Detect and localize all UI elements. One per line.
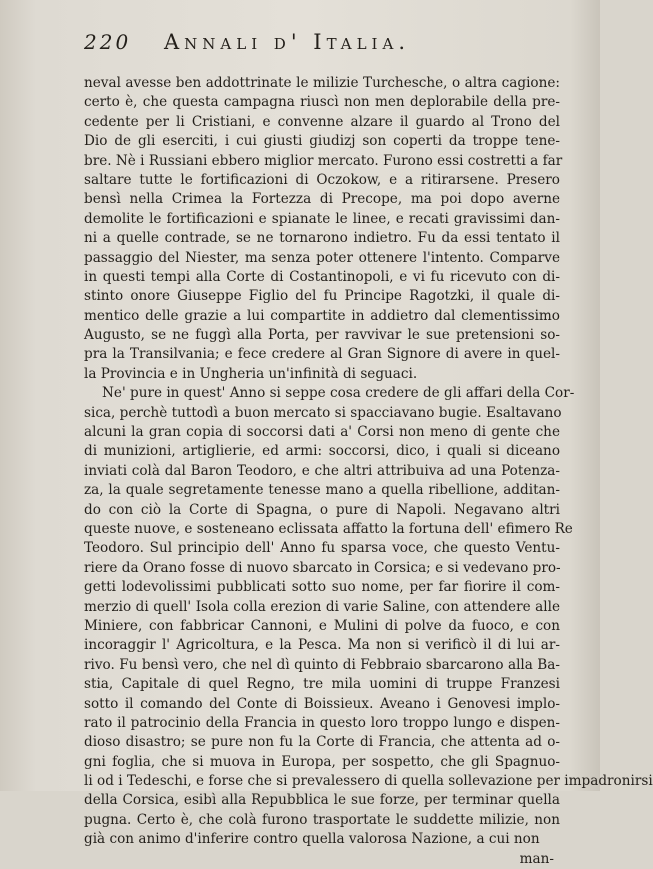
text-line: rivo. Fu bensì vero, che nel dì quinto di Febbraio sbarcarono alla Ba-	[84, 656, 560, 673]
text-line: demolite le fortificazioni e spianate le linee, e recati gravissimi dan-	[84, 210, 560, 227]
text-line: pra la Transilvania; e fece credere al Gran Signore di avere in quel-	[84, 346, 560, 363]
text-line: gni foglia, che si muova in Europa, per sospetto, che gli Spagnuo-	[84, 753, 560, 770]
text-line: la Provincia e in Ungheria un'infinità di seguaci.	[84, 365, 418, 382]
text-line: stinto onore Giuseppe Figlio del fu Principe Ragotzki, il quale di-	[84, 288, 560, 305]
text-line: certo è, che questa campagna riuscì non men deplorabile della pre-	[84, 94, 560, 111]
text-line: di munizioni, artiglierie, ed armi: soccorsi, dico, i quali si diceano	[84, 443, 560, 460]
text-line: alcuni la gran copia di soccorsi dati a' Corsi non meno di gente che	[84, 424, 560, 441]
text-line: merzio di quell' Isola colla erezion di varie Saline, con attendere alle	[84, 598, 560, 615]
page-header	[84, 30, 560, 64]
body-text	[84, 74, 653, 850]
catchword: man-	[519, 850, 554, 867]
text-line: za, la quale segretamente tenesse mano a quella ribellione, additan-	[84, 482, 560, 499]
page-number: 220	[84, 30, 132, 54]
text-line: Dio de gli eserciti, i cui giusti giudizj son coperti da troppe tene-	[84, 133, 560, 150]
text-line: incoraggir l' Agricoltura, e la Pesca. Ma non si verificò il di lui ar-	[84, 637, 560, 654]
text-line: li od i Tedeschi, e forse che si prevalessero di quella sollevazione per impadronirsi	[84, 773, 653, 790]
text-line: della Corsica, esibì alla Repubblica le sue forze, per terminar quella	[84, 792, 560, 809]
text-line: saltare tutte le fortificazioni di Oczokow, e a ritirarsene. Presero	[84, 171, 560, 188]
text-line: Ne' pure in quest' Anno si seppe cosa credere de gli affari della Cor-	[102, 385, 575, 402]
text-line: stia, Capitale di quel Regno, tre mila uomini di truppe Franzesi	[84, 676, 560, 693]
text-line: do con ciò la Corte di Spagna, o pure di Napoli. Negavano altri	[84, 501, 560, 518]
text-line: sotto il comando del Conte di Boissieux. Aveano i Genovesi implo-	[84, 695, 560, 712]
text-line: dioso disastro; se pure non fu la Corte di Francia, che attenta ad o-	[84, 734, 560, 751]
text-line: in questi tempi alla Corte di Costantinopoli, e vi fu ricevuto con di-	[84, 268, 560, 285]
paragraph	[84, 74, 563, 384]
paragraph	[84, 384, 653, 849]
text-line: neval avesse ben addottrinate le milizie Turchesche, o altra cagione:	[84, 75, 560, 91]
text-line: Augusto, se ne fuggì alla Porta, per ravvivar le sue pretensioni so-	[84, 327, 560, 344]
text-line: getti lodevolissimi pubblicati sotto suo nome, per far fiorire il com-	[84, 579, 560, 596]
text-line: pugna. Certo è, che colà furono trasportate le suddette milizie, non	[84, 811, 560, 828]
text-line: rato il patrocinio della Francia in questo loro troppo lungo e dispen-	[84, 714, 560, 731]
text-line: bensì nella Crimea la Fortezza di Precope, ma poi dopo averne	[84, 191, 560, 208]
text-line: passaggio del Niester, ma senza poter ottenere l'intento. Comparve	[84, 249, 560, 266]
text-line: già con animo d'inferire contro quella valorosa Nazione, a cui non	[84, 831, 540, 848]
running-title: Annali d' Italia.	[164, 30, 410, 54]
text-line: inviati colà dal Baron Teodoro, e che altri attribuiva ad una Potenza-	[84, 462, 560, 479]
text-line: bre. Nè i Russiani ebbero miglior mercato. Furono essi costretti a far	[84, 152, 563, 169]
text-line: riere da Orano fosse di nuovo sbarcato in Corsica; e si vedevano pro-	[84, 559, 561, 576]
text-line: queste nuove, e sosteneano eclissata affatto la fortuna dell' efimero Re	[84, 520, 573, 537]
text-line: Miniere, con fabbricar Cannoni, e Mulini di polve da fuoco, e con	[84, 617, 560, 634]
text-line: mentico delle grazie a lui compartite in addietro dal clementissimo	[84, 307, 560, 324]
text-line: Teodoro. Sul principio dell' Anno fu sparsa voce, che questo Ventu-	[84, 540, 560, 557]
text-line: sica, perchè tuttodì a buon mercato si spacciavano bugie. Esaltavano	[84, 404, 562, 421]
text-line: ni a quelle contrade, se ne tornarono indietro. Fu da essi tentato il	[84, 230, 560, 247]
text-line: cedente per li Cristiani, e convenne alzare il guardo al Trono del	[84, 113, 560, 130]
